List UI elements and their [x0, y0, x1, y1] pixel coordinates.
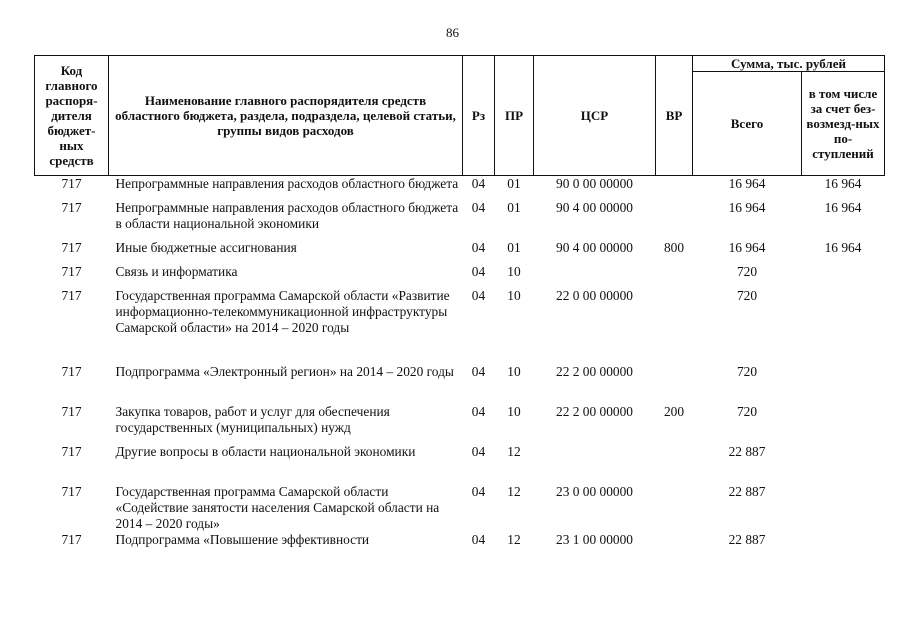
- total-cell: 720: [736, 363, 758, 379]
- total-cell: 720: [736, 263, 758, 279]
- name-cell: Государственная программа Самарской области «Развитие информационно-телекоммуникационной инфраструктуры Самарской области» на 2014 – 2020 годы: [115, 287, 450, 335]
- vr-cell: [656, 264, 693, 288]
- csr-cell: 22 2 00 00000: [556, 403, 633, 419]
- table-row: [35, 532, 885, 556]
- table-row: [35, 444, 885, 484]
- vr-cell: [656, 176, 693, 200]
- incl-cell: 16 964: [824, 239, 862, 255]
- total-cell: 22 887: [728, 531, 766, 547]
- pr-cell: 12: [507, 531, 521, 547]
- incl-cell: [802, 264, 885, 288]
- incl-cell: [802, 484, 885, 532]
- pr-cell: 10: [507, 403, 521, 419]
- vr-cell: [656, 288, 693, 364]
- code-cell: 717: [61, 263, 82, 279]
- pr-cell: 01: [507, 176, 521, 191]
- pr-cell: 10: [507, 363, 521, 379]
- header-vr: ВР: [656, 56, 693, 176]
- name-cell: Связь и информатика: [115, 263, 238, 279]
- budget-table: [34, 55, 885, 556]
- rz-cell: 04: [471, 176, 486, 191]
- total-cell: 16 964: [728, 199, 766, 215]
- vr-cell: [656, 364, 693, 404]
- code-cell: 717: [61, 483, 82, 499]
- header-csr: ЦСР: [534, 56, 656, 176]
- code-cell: 717: [61, 403, 82, 419]
- csr-cell: 22 0 00 00000: [556, 287, 633, 303]
- rz-cell: 04: [471, 363, 486, 379]
- table-row: [35, 240, 885, 264]
- table-row: [35, 288, 885, 364]
- total-cell: 22 887: [728, 483, 766, 499]
- table-row: [35, 200, 885, 240]
- incl-cell: [802, 532, 885, 556]
- table-body: [35, 176, 885, 556]
- total-cell: 22 887: [728, 443, 766, 459]
- header-incl: в том числе за счет без-возмезд-ных по-ступлений: [802, 72, 885, 176]
- csr-cell: 22 2 00 00000: [556, 363, 633, 379]
- table-row: [35, 364, 885, 404]
- header-total: Всего: [693, 72, 802, 176]
- incl-cell: [802, 444, 885, 484]
- table-row: [35, 484, 885, 532]
- incl-cell: [802, 404, 885, 444]
- rz-cell: 04: [471, 199, 486, 215]
- pr-cell: 12: [507, 483, 521, 499]
- csr-cell: 90 4 00 00000: [556, 199, 633, 215]
- incl-cell: 16 964: [824, 176, 862, 191]
- csr-cell: [534, 264, 656, 288]
- total-cell: 16 964: [728, 176, 766, 191]
- rz-cell: 04: [471, 239, 486, 255]
- pr-cell: 10: [507, 287, 521, 303]
- rz-cell: 04: [471, 287, 486, 303]
- header-pr: ПР: [495, 56, 534, 176]
- code-cell: 717: [61, 363, 82, 379]
- table-row: [35, 264, 885, 288]
- name-cell: Закупка товаров, работ и услуг для обеспечения государственных (муниципальных) нужд: [115, 403, 390, 435]
- incl-cell: 16 964: [824, 199, 862, 215]
- header-rz: Рз: [463, 56, 495, 176]
- vr-cell: [656, 532, 693, 556]
- vr-cell: 200: [663, 403, 685, 419]
- total-cell: 16 964: [728, 239, 766, 255]
- rz-cell: 04: [471, 531, 486, 547]
- csr-cell: 23 0 00 00000: [556, 483, 633, 499]
- rz-cell: 04: [471, 263, 486, 279]
- header-code: Код главного распоря-дителя бюджет-ных средств: [35, 56, 109, 176]
- page-number: 86: [446, 25, 459, 40]
- vr-cell: [656, 484, 693, 532]
- pr-cell: 12: [507, 443, 521, 459]
- csr-cell: 90 4 00 00000: [556, 239, 633, 255]
- name-cell: Непрограммные направления расходов областного бюджета в области национальной экономики: [115, 199, 459, 231]
- name-cell: Иные бюджетные ассигнования: [115, 239, 297, 255]
- table-row: [35, 404, 885, 444]
- name-cell: Непрограммные направления расходов областного бюджета: [115, 176, 459, 191]
- code-cell: 717: [61, 287, 82, 303]
- name-cell: Подпрограмма «Электронный регион» на 2014 – 2020 годы: [115, 363, 454, 379]
- pr-cell: 01: [507, 199, 521, 215]
- code-cell: 717: [61, 531, 82, 547]
- pr-cell: 01: [507, 239, 521, 255]
- incl-cell: [802, 288, 885, 364]
- table-row: [35, 176, 885, 200]
- total-cell: 720: [736, 403, 758, 419]
- total-cell: 720: [736, 287, 758, 303]
- name-cell: Подпрограмма «Повышение эффективности: [115, 531, 370, 547]
- name-cell: Государственная программа Самарской области «Содействие занятости населения Самарской области на 2014 – 2020 годы»: [115, 483, 440, 531]
- code-cell: 717: [61, 443, 82, 459]
- name-cell: Другие вопросы в области национальной экономики: [115, 443, 416, 459]
- code-cell: 717: [61, 239, 82, 255]
- rz-cell: 04: [471, 443, 486, 459]
- header-name: Наименование главного распорядителя средств областного бюджета, раздела, подраздела, целевой статьи, группы видов расходов: [109, 56, 463, 176]
- csr-cell: 90 0 00 00000: [556, 176, 633, 191]
- incl-cell: [802, 364, 885, 404]
- vr-cell: [656, 200, 693, 240]
- code-cell: 717: [61, 176, 82, 191]
- csr-cell: 23 1 00 00000: [556, 531, 633, 547]
- csr-cell: [534, 444, 656, 484]
- rz-cell: 04: [471, 403, 486, 419]
- code-cell: 717: [61, 199, 82, 215]
- vr-cell: [656, 444, 693, 484]
- pr-cell: 10: [507, 263, 521, 279]
- header-sum: Сумма, тыс. рублей: [693, 56, 885, 72]
- rz-cell: 04: [471, 483, 486, 499]
- vr-cell: 800: [663, 239, 685, 255]
